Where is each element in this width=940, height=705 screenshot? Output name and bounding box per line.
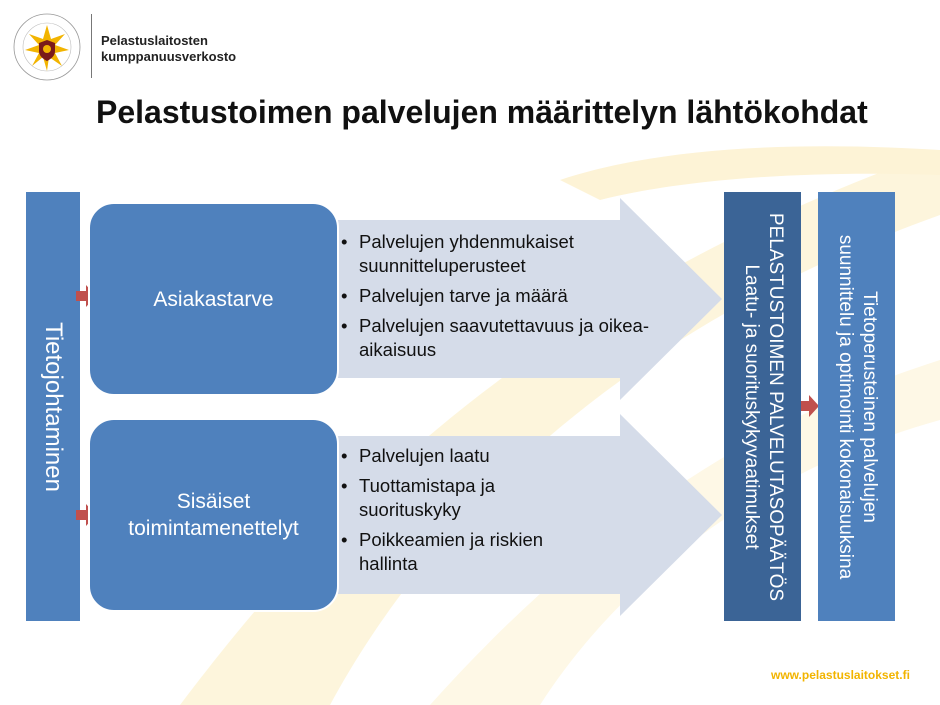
list-item: • Poikkeamien ja riskien hallinta [341,528,601,576]
list-item: • Palvelujen saavutettavuus ja oikea-aikaisuus [341,314,671,362]
right-bar-line2: suunnittelu ja optimointi kokonaisuuksina [834,234,856,579]
logo-divider [91,14,92,78]
list-item: • Palvelujen yhdenmukaiset suunnitteluperusteet [341,230,671,278]
box-asiakastarve-label: Asiakastarve [153,287,274,311]
middle-bar-text [739,212,787,600]
list-item: • Palvelujen tarve ja määrä [341,284,671,308]
middle-bar-line2: Laatu- ja suorituskykyvaatimukset [740,263,762,550]
right-bar-tietoperusteinen [818,192,895,621]
right-bar-line1: Tietoperusteinen palvelujen [858,290,880,523]
organization-name-line2: kumppanuusverkosto [101,49,237,64]
box-sisaiset-toimintamenettelyt [88,418,339,612]
list-item: • Palvelujen laatu [341,444,541,468]
list-item: • Tuottamistapa ja suorituskyky [341,474,551,522]
bullet-list-sisaiset [341,444,671,582]
bullet-list-asiakastarve [341,230,671,368]
left-bar-tietojohtaminen [26,192,80,621]
pelastustoimi-logo-seal [12,12,82,82]
box-sisaiset-label: Sisäiset toimintamenettelyt [128,490,299,540]
box-asiakastarve [88,202,339,396]
footer-url-link[interactable]: www.pelastuslaitokset.fi [771,668,910,682]
page-title: Pelastustoimen palvelujen määrittelyn lähtökohdat [96,94,868,130]
organization-name [101,33,236,65]
organization-name-line1: Pelastuslaitosten [101,33,208,48]
middle-bar-line1: PELASTUSTOIMEN PALVELUTASOPÄÄTÖS [764,212,786,601]
middle-bar-palvelutasopaatos [724,192,801,621]
left-bar-label: Tietojohtaminen [40,321,67,492]
red-arrow-icon [799,395,819,417]
right-bar-text [833,234,881,578]
